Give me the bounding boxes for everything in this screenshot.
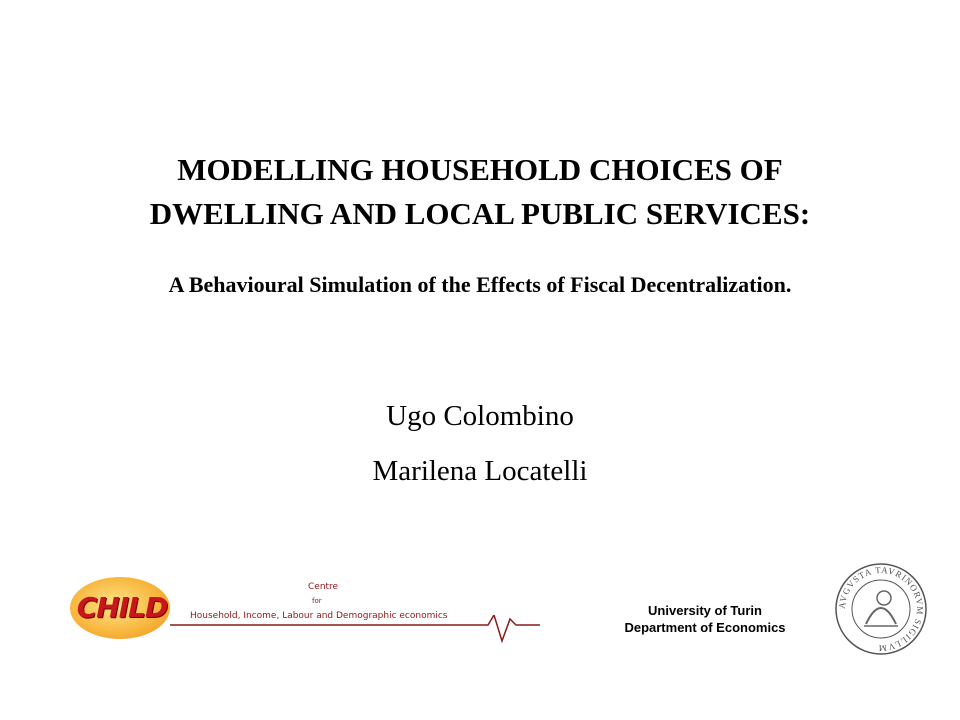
seal-text: AVGVSTA TAVRINORVM SIGILLVM [836,564,926,654]
for-label: for [312,597,322,605]
slide-title [0,148,960,236]
university-name: University of Turin [648,603,762,618]
title-line-1: MODELLING HOUSEHOLD CHOICES OF [177,152,783,187]
centre-label: Centre [308,582,339,592]
svg-text:AVGVSTA TAVRINORVM SIGILLVM [837,565,925,653]
university-seal-icon [834,562,928,656]
department-name: Department of Economics [624,620,786,635]
child-logo [70,575,540,645]
heartbeat-line-icon [170,615,540,645]
author-2: Marilena Locatelli [372,455,588,487]
centre-full-name: Household, Income, Labour and Demographic economics [190,611,448,621]
author-1: Ugo Colombino [386,400,574,432]
slide-subtitle: A Behavioural Simulation of the Effects of Fiscal Decentralization. [168,272,792,297]
title-line-2: DWELLING AND LOCAL PUBLIC SERVICES: [149,196,811,231]
university-label [590,602,820,636]
child-logo-wordmark: CHILD [76,591,168,624]
